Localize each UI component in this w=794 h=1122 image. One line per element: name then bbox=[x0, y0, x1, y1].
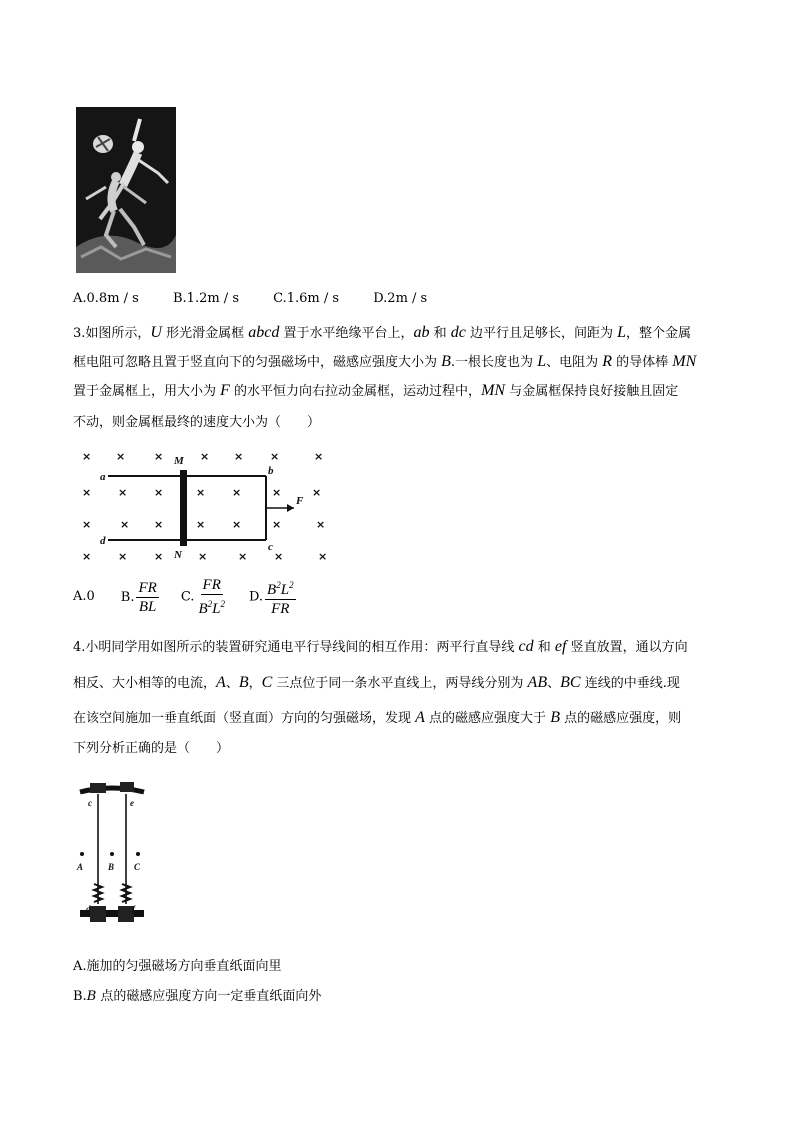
field-points bbox=[80, 852, 140, 856]
q4-option-a: A.施加的匀强磁场方向垂直纸面向里 bbox=[73, 959, 282, 974]
svg-text:×: × bbox=[154, 486, 164, 499]
svg-text:×: × bbox=[232, 486, 242, 499]
q2-option-b: B.1.2m / s bbox=[172, 291, 239, 306]
svg-text:×: × bbox=[82, 518, 92, 531]
q4-line-2: 相反、大小相等的电流，A、B，C 三点位于同一条水平直线上，两导线分别为 AB、BC 连线的中垂线.现 bbox=[73, 674, 680, 691]
q4-line-1: 4.小明同学用如图所示的装置研究通电平行导线间的相互作用：两平行直导线 cd 和 ef 竖直放置，通以方向 bbox=[73, 638, 688, 655]
svg-text:×: × bbox=[270, 450, 280, 463]
label-f: f bbox=[132, 904, 135, 914]
wire-springs bbox=[94, 884, 130, 902]
label-point-a: A bbox=[77, 862, 84, 872]
q3-option-c: C. $\frac{FR}{B^2L^2}$ bbox=[180, 577, 225, 617]
svg-text:×: × bbox=[272, 518, 282, 531]
q3-line-2: 框电阻可忽略且置于竖直向下的匀强磁场中，磁感应强度大小为 B.一根长度也为 L、电阻为 R 的导体棒 MN bbox=[73, 353, 697, 370]
athlete-photo bbox=[76, 107, 176, 273]
svg-text:×: × bbox=[314, 450, 324, 463]
q4-line-4: 下列分析正确的是（ ） bbox=[73, 741, 230, 756]
label-d: d bbox=[100, 535, 106, 547]
svg-text:×: × bbox=[234, 450, 244, 463]
q3-options bbox=[73, 576, 296, 618]
label-point-c: C bbox=[134, 862, 141, 872]
q3-option-a: A.0 bbox=[73, 589, 95, 604]
q3-line-1: 3.如图所示，U 形光滑金属框 abcd 置于水平绝缘平台上，ab 和 dc 边平行且足够长，间距为 L，整个金属 bbox=[73, 324, 692, 341]
svg-text:×: × bbox=[120, 518, 130, 531]
svg-text:×: × bbox=[318, 550, 328, 563]
top-clamp bbox=[80, 782, 144, 793]
label-a: a bbox=[100, 471, 106, 483]
svg-text:×: × bbox=[118, 550, 128, 563]
svg-text:×: × bbox=[118, 486, 128, 499]
q3-magnetic-field-figure bbox=[72, 446, 342, 564]
svg-text:×: × bbox=[82, 486, 92, 499]
svg-text:×: × bbox=[196, 486, 206, 499]
label-b: b bbox=[268, 465, 274, 477]
svg-text:×: × bbox=[196, 518, 206, 531]
svg-text:×: × bbox=[272, 486, 282, 499]
svg-text:×: × bbox=[316, 518, 326, 531]
svg-text:×: × bbox=[274, 550, 284, 563]
q3-option-b: B. $\frac{FR}{BL}$ bbox=[120, 579, 157, 615]
svg-text:×: × bbox=[238, 550, 248, 563]
label-m: M bbox=[174, 455, 184, 467]
label-e: e bbox=[130, 798, 134, 808]
q4-line-3: 在该空间施加一垂直纸面（竖直面）方向的匀强磁场，发现 A 点的磁感应强度大于 B 点的磁感应强度，则 bbox=[73, 709, 682, 726]
svg-text:×: × bbox=[82, 450, 92, 463]
q3-line-4: 不动，则金属框最终的速度大小为（ ） bbox=[73, 415, 321, 430]
label-f: F bbox=[296, 495, 304, 507]
q4-parallel-wires-figure bbox=[72, 778, 152, 938]
q2-option-a: A.0.8m / s bbox=[73, 291, 139, 306]
svg-text:×: × bbox=[312, 486, 322, 499]
svg-text:×: × bbox=[154, 450, 164, 463]
conductor-rod-mn bbox=[180, 470, 187, 546]
athlete-photo-icon bbox=[76, 107, 176, 273]
label-c: c bbox=[88, 798, 92, 808]
svg-text:×: × bbox=[200, 450, 210, 463]
q3-option-d: D. $\frac{B^2L^2}{FR}$ bbox=[249, 576, 296, 618]
svg-text:×: × bbox=[198, 550, 208, 563]
label-c: c bbox=[268, 541, 273, 553]
force-arrow bbox=[266, 504, 294, 512]
svg-text:×: × bbox=[82, 550, 92, 563]
svg-text:×: × bbox=[154, 550, 164, 563]
q4-option-b: B.B 点的磁感应强度方向一定垂直纸面向外 bbox=[73, 989, 322, 1004]
q2-option-d: D.2m / s bbox=[373, 291, 428, 306]
label-n: N bbox=[174, 549, 182, 561]
q2-option-c: C.1.6m / s bbox=[273, 291, 340, 306]
q2-options bbox=[73, 289, 427, 309]
svg-text:×: × bbox=[232, 518, 242, 531]
svg-text:×: × bbox=[116, 450, 126, 463]
q3-line-3: 置于金属框上，用大小为 F 的水平恒力向右拉动金属框，运动过程中，MN 与金属框保持良好接触且固定 bbox=[73, 382, 679, 399]
label-point-b: B bbox=[108, 862, 115, 872]
svg-text:×: × bbox=[154, 518, 164, 531]
label-d: d bbox=[86, 904, 91, 914]
